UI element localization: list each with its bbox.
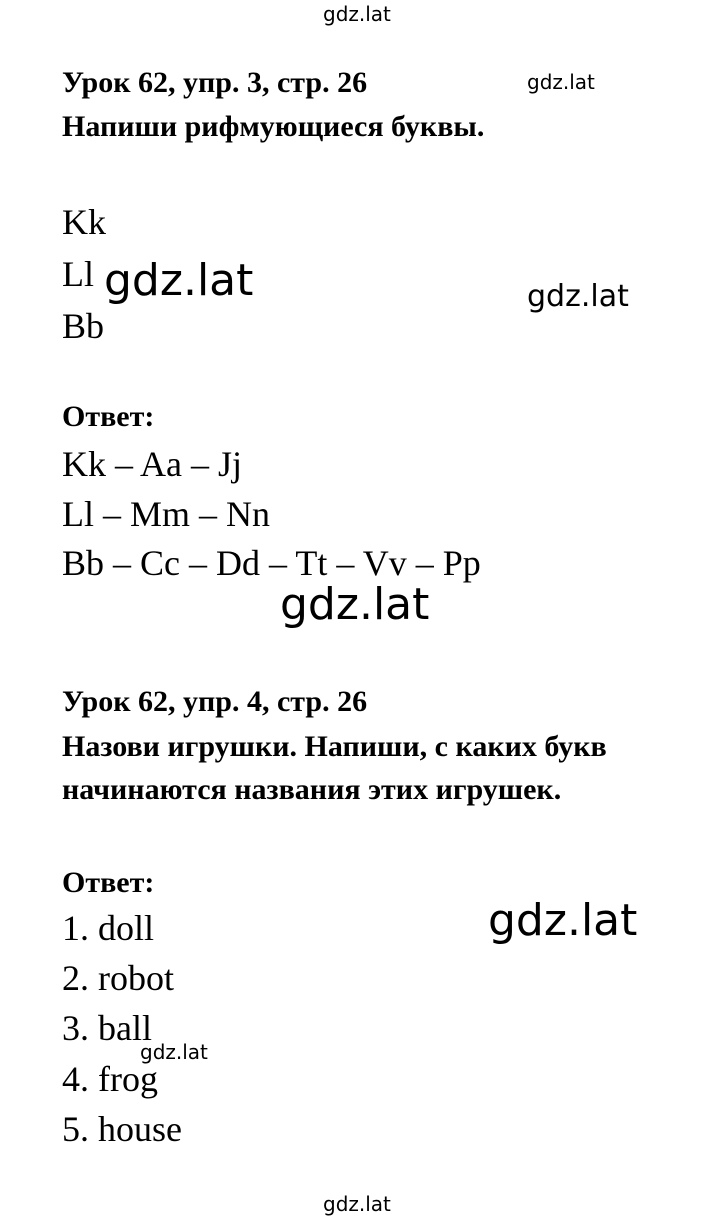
watermark: gdz.lat [323,2,391,26]
section2-instruction-line1: Назови игрушки. Напиши, с каких букв [62,730,607,763]
section2-instruction-line2: начинаются названия этих игрушек. [62,773,562,806]
watermark: gdz.lat [323,1192,391,1216]
letter-item: Bb [62,306,105,346]
answer-line: 5. house [62,1109,182,1149]
letter-item: Kk [62,202,106,242]
watermark: gdz.lat [527,70,595,94]
watermark: gdz.lat [488,895,638,946]
answer-line: Ll – Mm – Nn [62,494,271,534]
section1-title: Урок 62, упр. 3, стр. 26 [62,66,368,99]
section1-answer-label: Ответ: [62,400,155,433]
watermark: gdz.lat [280,579,430,630]
watermark: gdz.lat [140,1040,208,1064]
watermark: gdz.lat [527,279,629,314]
watermark: gdz.lat [104,255,254,306]
answer-line: 1. doll [62,908,155,948]
section2-answer-label: Ответ: [62,866,155,899]
answer-line: 2. robot [62,958,174,998]
answer-line: 3. ball [62,1008,152,1048]
section2-title: Урок 62, упр. 4, стр. 26 [62,685,368,718]
answer-line: Kk – Aa – Jj [62,444,242,484]
answer-line: 4. frog [62,1059,158,1099]
section1-instruction: Напиши рифмующиеся буквы. [62,110,485,143]
letter-item: Ll [62,254,94,294]
answer-line: Bb – Cc – Dd – Tt – Vv – Pp [62,543,481,583]
